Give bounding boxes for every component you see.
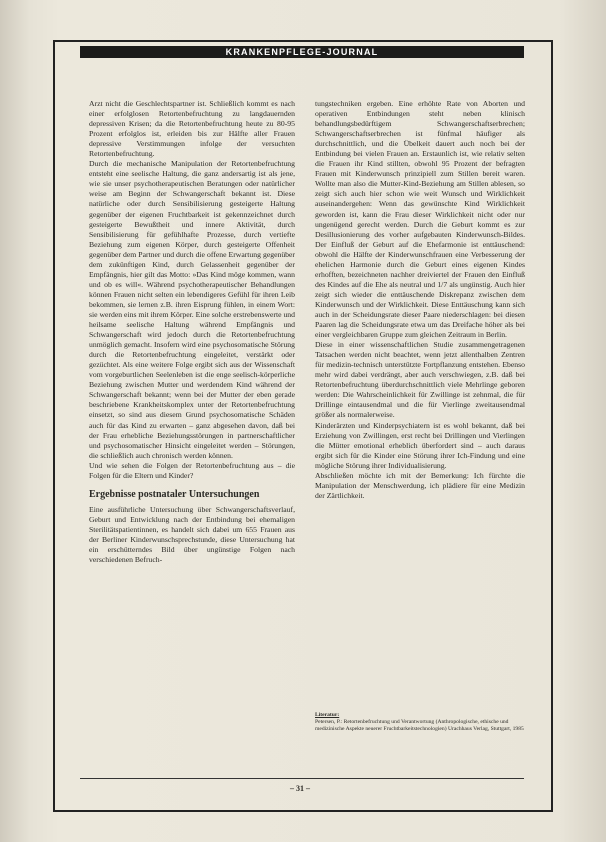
paragraph: Diese in einer wissenschaftlichen Studie zusammengetragenen Tatsachen werden nicht beachtet, wenn jetzt allenthalben Zentren für medizin-technisch unterstützte Fortpflanzung entstehen. Ebenso mehr wird dabei verdrängt, aber auch verschwiegen, z.B. daß bei Retortenbefruchtung überdurchschnittlich viele Mehrlinge geboren werden: Die Wahrscheinlichkeit für Zwillinge ist zehnmal, die für Drillinge eintausendmal und die für Vierlinge zweitausendmal größer als normalerweise. (315, 340, 525, 420)
section-heading: Ergebnisse postnataler Untersuchungen (89, 488, 260, 500)
literature-label: Literatur: (315, 712, 340, 718)
paragraph: Eine ausführliche Untersuchung über Schwangerschaftsverlauf, Geburt und Entwicklung nach der Entbindung bei ehemaligen Sterilitätspatientinnen, es handelt sich dabei um 655 Frauen aus der Berliner Kinderwunschsprechstunde, diese Untersuchung hat ein erschütterndes Bild über ungünstige Folgen nach verschiedenen Befruch- (89, 504, 295, 565)
paragraph: Und wie sehen die Folgen der Retortenbefruchtung aus – die Folgen für die Eltern und Kinder? (89, 460, 295, 480)
literature-entry: Petersen, P.: Retortenbefruchtung und Verantwortung (Anthropologische, ethische und medizinische Aspekte neuerer Fruchtbarkeitstechnologien) Urachhaus Verlag, Stuttgart, 1985 (315, 719, 524, 733)
paragraph: Durch die mechanische Manipulation der Retortenbefruchtung entsteht eine seelische Haltung, die ganz andersartig ist als jene, wie sie unser psychotherapeutischen Beratungen oder natürlicher weise am Beginn der Schwangerschaft bekannt ist. Diese natürliche oder durch Sensibilisierung gesteigerte Haltung gegenüber der eigenen Fruchtbarkeit ist gekennzeichnet durch gesteigerte Bewußtheit und innere Aktivität, durch Sensibilisierung für gefühlhafte Prozesse, durch vertiefte Beziehung zum eigenen Körper, durch gesteigerte Offenheit gegenüber dem Partner und durch die offene Erwartung gegenüber dem zukünftigen Kind, durch Gelassenheit gegenüber der Empfängnis, hier gilt das Motto: »Das Kind möge kommen, wann und ob es will«. Während psychotherapeutischer Behandlungen können Frauen nicht selten ein lebendigeres Gefühl für ihren Leib bekommen, sie lernen z.B. ihren Eisprung fühlen, in einem Wort: sie werden eins mit ihrem Körper. Eine solche erstrebenswerte und heilsame seelische Haltung während Empfängnis und Schwangerschaft wird jedoch durch die Retortenbefruchtung unmöglich gemacht. Insofern wird eine psychosomatische Störung durch die Retortenbefruchtung eingeleitet, verstärkt oder gezüchtet. Als eine weitere Folge ergibt sich aus der Wissenschaft vom vorgeburtlichen Seelenleben ist die enge seelisch-körperliche Beziehung zwischen Mutter und werdendem Kind während der Schwangerschaft bekannt; wenn bei der Mutter der eben gerade beschriebene Krankheitskomplex unter der Retortenbefruchtung einsetzt, so sind aus diesem Grund psychosomatische Schäden auch für das Kind zu erwarten – ganz abgesehen davon, daß bei der Frau erhebliche Beziehungsstörungen in partnerschaftlicher und psychosomatischer Hinsicht eingeleitet werden – Störungen, die schließlich auch chronisch werden können. (89, 159, 295, 460)
paragraph: Arzt nicht die Geschlechtspartner ist. Schließlich kommt es nach einer erfolglosen Retortenbefruchtung zu langdauernden depressiven Krisen; da die Retortenbefruchtung heute zu 80-95 Prozent erfolglos ist, erleiden bis zur Hälfte aller Frauen depressive Verstimmungen infolge der versuchten Retortenbefruchtung. (89, 99, 295, 159)
journal-header (80, 46, 524, 58)
margin-strip (0, 60, 24, 820)
literature-block (315, 712, 525, 734)
footer-rule (80, 778, 524, 779)
paragraph: Kinderärzten und Kinderpsychiatern ist es wohl bekannt, daß bei Erziehung von Zwillingen, erst recht bei Drillingen und Vierlingen die Mütter emotional erheblich überfordert sind – auch daraus ergibt sich für die Kinder eine Störung ihrer Ich-Findung und eine mögliche Störung ihrer Individualisierung. (315, 420, 525, 470)
right-column (315, 99, 525, 501)
left-column (89, 99, 295, 565)
paragraph: tungstechniken ergeben. Eine erhöhte Rate von Aborten und operativen Entbindungen steht neben klinisch behandlungsbedürftigem Schwangerschaftserbrechen; Schwangerschaftserbrechen ist fünfmal häufiger als durchschnittlich, und die Übelkeit dauert auch noch bei der Entbindung bei vielen Frauen an. Erstaunlich ist, wie relativ selten die Frauen ihr Kind stillten, obwohl 95 Prozent der befragten Frauen mit Kinderwunsch prinzipiell zum Stillen bereit waren. Wollte man also die Mutter-Kind-Beziehung am Stillen ablesen, so zeigt sich auch hier schon wie weit Wunsch und Wirklichkeit auseinandergehen: Wenn das gewünschte Kind Wirklichkeit geworden ist, kann die Frau dieser Wirklichkeit nicht oder nur ungenügend gerecht werden. Durch die Geburt kommt es zur Desillusionierung des vorher aufgebauten Kinderwunsch-Bildes. Der Einfluß der Geburt auf die Ehefarmonie ist enttäuschend: obwohl die Hälfte der Kinderwunschfrauen eine Verbesserung der ehelichen Harmonie durch die Geburt eines eigenen Kindes erhofften, bezeichneten nachher dreiviertel der Frauen den Einfluß des Kindes auf die Ehe als neutral und 1/7 als ungünstig. Auch hier zeigt sich wieder die enttäuschende Diskrepanz zwischen dem Kinderwunsch und der Wirklichkeit. Diese Enttäuschung kann sich auch in der Scheidungsrate dieser Paare niederschlagen: bei diesen Paaren lag die Scheidungsrate etwa um das Dreifache höher als bei einer vergleichbaren Gruppe zum gleichen Zeitraum in Berlin. (315, 99, 525, 340)
journal-title: KRANKENPFLEGE-JOURNAL (225, 47, 379, 57)
paragraph: Abschließen möchte ich mit der Bemerkung: Ich fürchte die Manipulation der Menschwerdung, ich plädiere für eine Medizin der Zärtlichkeit. (315, 470, 525, 500)
page-number: – 31 – (290, 784, 310, 793)
